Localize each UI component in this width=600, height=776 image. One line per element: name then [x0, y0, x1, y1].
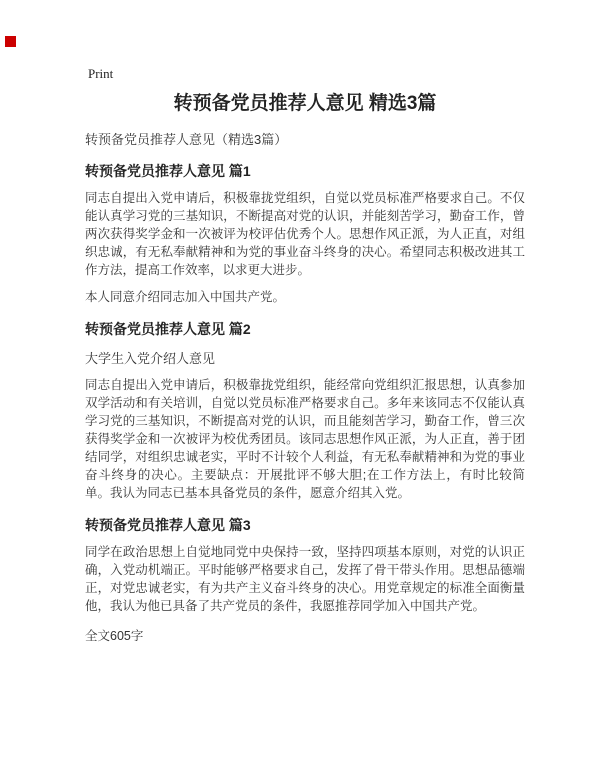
- section-1-paragraph: 本人同意介绍同志加入中国共产党。: [85, 290, 286, 304]
- section-heading-1: 转预备党员推荐人意见 篇1: [85, 163, 251, 179]
- red-marker-icon: [5, 36, 16, 47]
- section-heading-2: 转预备党员推荐人意见 篇2: [85, 321, 251, 337]
- document-subtitle: 转预备党员推荐人意见（精选3篇）: [85, 132, 288, 147]
- section-1-paragraph: 同志自提出入党申请后，积极靠拢党组织，自觉以党员标准严格要求自己。不仅能认真学习党的三基知识，不断提高对党的认识，并能刻苦学习，勤奋工作，曾两次获得奖学金和一次被评为校评估优秀个人。思想作风正派，为人正直，对组织忠诚，有无私奉献精神和为党的事业奋斗终身的决心。希望同志积极改进其工作方法，提高工作效率，以求更大进步。: [85, 191, 525, 277]
- page-title: 转预备党员推荐人意见 精选3篇: [173, 93, 437, 114]
- section-2-lead: 大学生入党介绍人意见: [85, 351, 216, 366]
- document-body: [85, 92, 525, 645]
- word-count-label: 全文605字: [85, 629, 144, 643]
- print-button[interactable]: Print: [88, 66, 114, 81]
- section-heading-3: 转预备党员推荐人意见 篇3: [85, 517, 251, 533]
- section-2-paragraph: 同志自提出入党申请后，积极靠拢党组织，能经常向党组织汇报思想，认真参加双学活动和有关培训，自觉以党员标准严格要求自己。多年来该同志不仅能认真学习党的三基知识，不断提高对党的认识，而且能刻苦学习，勤奋工作，曾三次获得奖学金和一次被评为校优秀团员。该同志思想作风正派，为人正直，善于团结同学，对组织忠诚老实，平时不计较个人利益，有无私奉献精神和为党的事业奋斗终身的决心。主要缺点：开展批评不够大胆;在工作方法上，有时比较简单。我认为同志已基本具备党员的条件，愿意介绍其入党。: [85, 378, 525, 500]
- section-3-paragraph: 同学在政治思想上自觉地同党中央保持一致，坚持四项基本原则，对党的认识正确，入党动机端正。平时能够严格要求自己，发挥了骨干带头作用。思想品德端正，对党忠诚老实，有为共产主义奋斗终身的决心。用党章规定的标准全面衡量他，我认为他已具备了共产党员的条件，我愿推荐同学加入中国共产党。: [85, 545, 525, 613]
